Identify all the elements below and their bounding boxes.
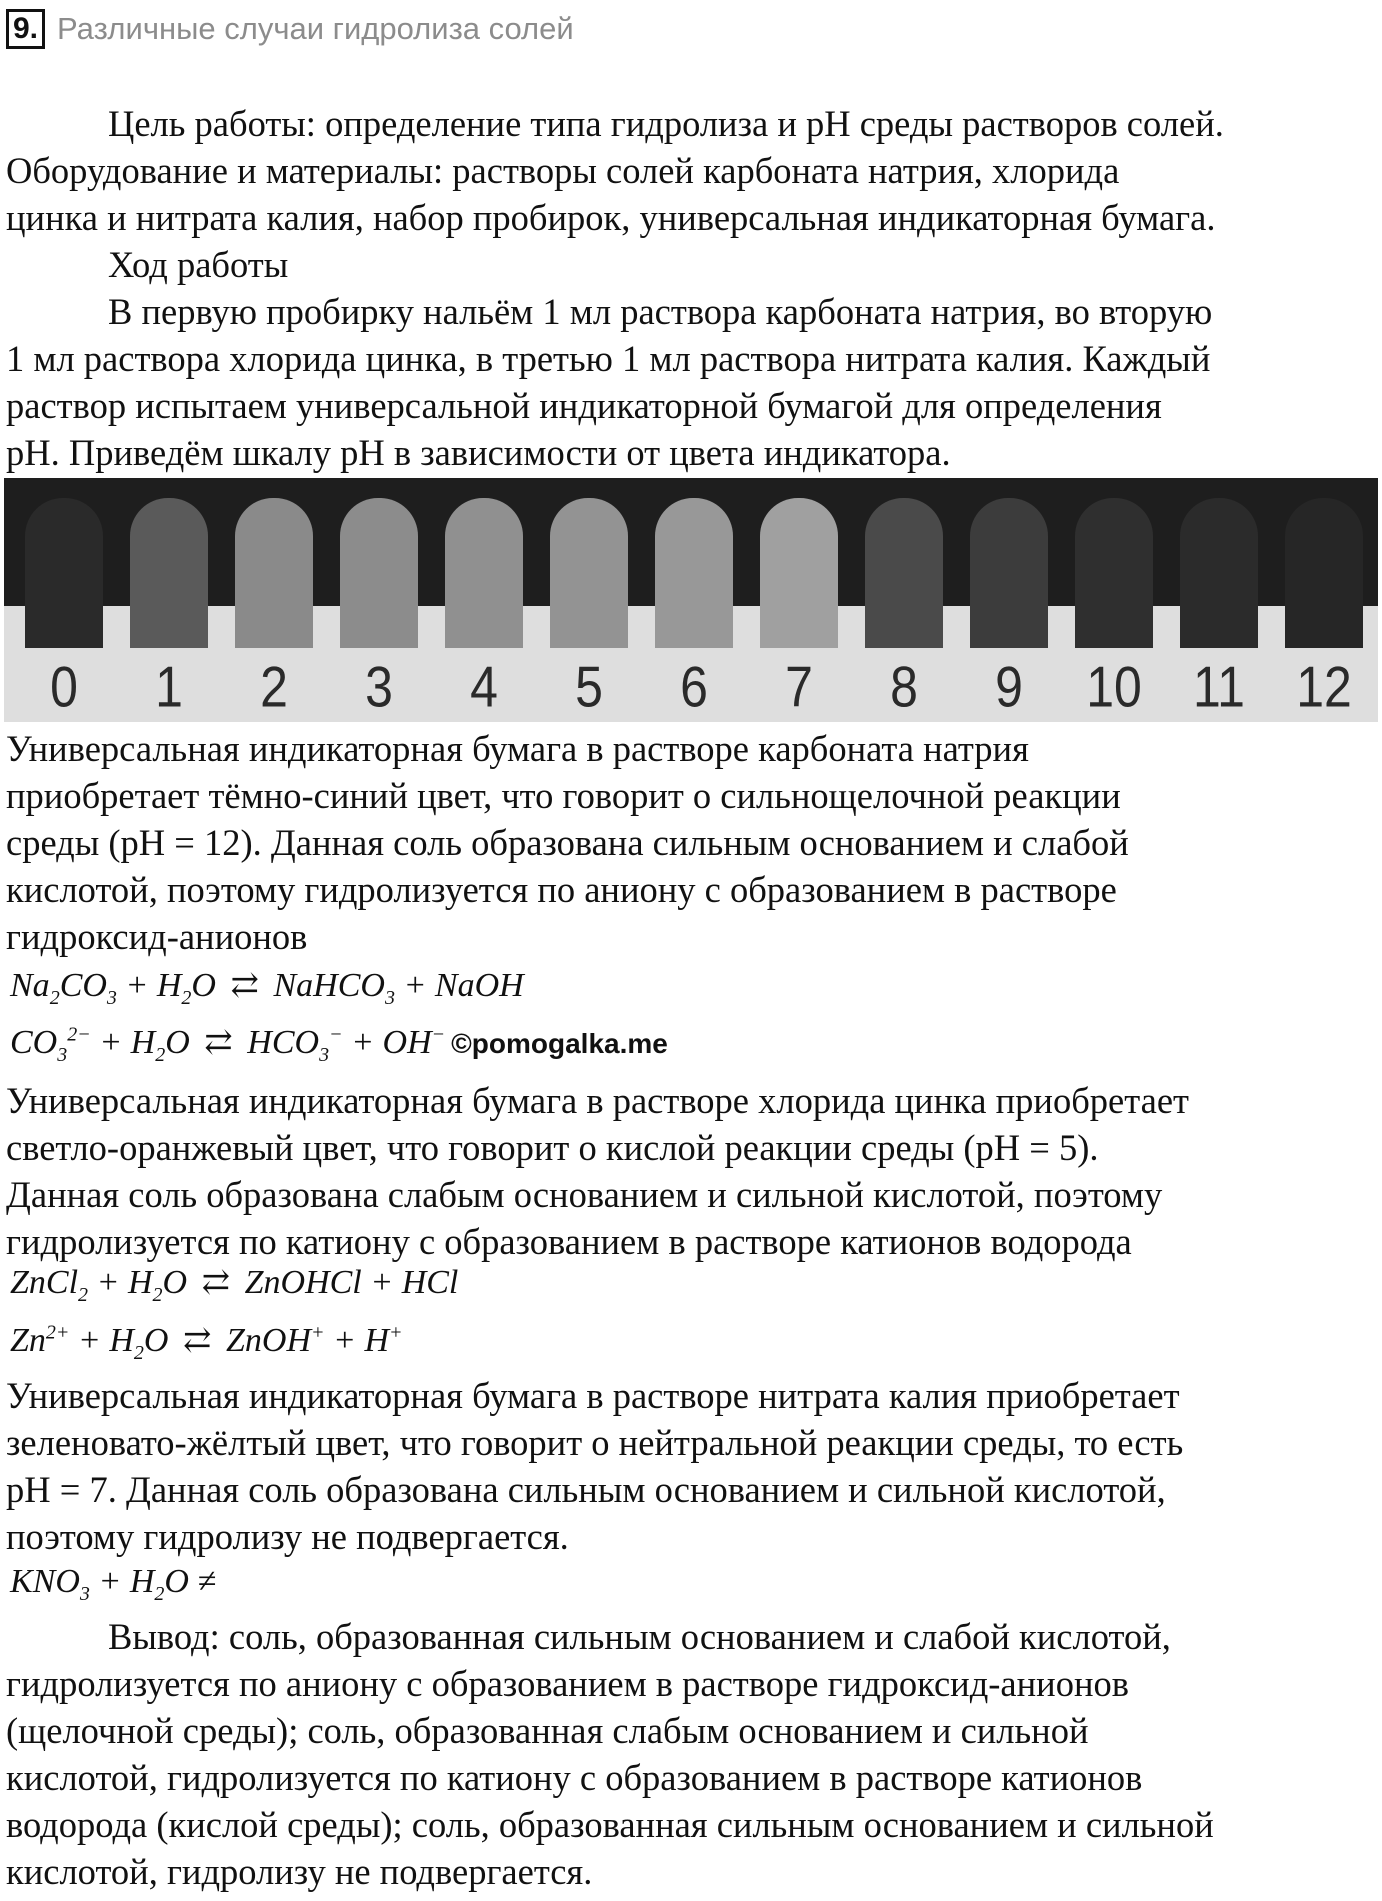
ph-label-3: 3 [365, 654, 393, 720]
equation-kno3: $KNO_3 + H_2O$ ≠ [10, 1563, 217, 1605]
ph-strip-11 [1180, 498, 1258, 648]
ph-label-10: 10 [1086, 654, 1142, 720]
text-line: гидроксид-анионов [6, 916, 308, 957]
text-line: (щелочной среды); соль, образованная слабым основанием и сильной [6, 1710, 1089, 1751]
text-line: кислотой, гидролизу не подвергается. [6, 1851, 593, 1892]
ph-label-12: 12 [1296, 654, 1352, 720]
text-line: Цель работы: определение типа гидролиза и pH среды растворов солей. [108, 103, 1224, 144]
text-line: поэтому гидролизу не подвергается. [6, 1516, 569, 1557]
ph-strip-4 [445, 498, 523, 648]
watermark: ©pomogalka.me [451, 1028, 668, 1059]
equilibrium-arrow-icon: ⇄ [201, 1264, 231, 1301]
ph-strip-6 [655, 498, 733, 648]
text-line: гидролизуется по катиону с образованием в растворе катионов водорода [6, 1221, 1132, 1262]
paragraph-potassium-nitrate [6, 1372, 1378, 1560]
text-line: Универсальная индикаторная бумага в растворе хлорида цинка приобретает [6, 1080, 1189, 1121]
text-line: водорода (кислой среды); соль, образованная сильным основанием и сильной [6, 1804, 1214, 1845]
equilibrium-arrow-icon: ⇄ [204, 1024, 233, 1061]
equation-co3-ionic: $CO_3^{2-} + H_2O$ ⇄ $HCO_3^- + OH^-$ ©pomogalka.me [10, 1023, 668, 1066]
text-line: 1 мл раствора хлорида цинка, в третью 1 мл раствора нитрата калия. Каждый [6, 338, 1211, 379]
ph-strip-5 [550, 498, 628, 648]
ph-label-0: 0 [50, 654, 78, 720]
ph-strip-8 [865, 498, 943, 648]
section-number: 9. [6, 9, 45, 49]
ph-strip-9 [970, 498, 1048, 648]
text-line: В первую пробирку нальём 1 мл раствора карбоната натрия, во вторую [108, 291, 1213, 332]
text-line: pH = 7. Данная соль образована сильным основанием и сильной кислотой, [6, 1469, 1166, 1510]
ph-strip-1 [130, 498, 208, 648]
text-line: среды (pH = 12). Данная соль образована сильным основанием и слабой [6, 822, 1129, 863]
text-line: гидролизуется по аниону с образованием в растворе гидроксид-анионов [6, 1663, 1129, 1704]
ph-strip-7 [760, 498, 838, 648]
text-line: цинка и нитрата калия, набор пробирок, универсальная индикаторная бумага. [6, 197, 1216, 238]
ph-label-1: 1 [155, 654, 183, 720]
ph-strip-0 [25, 498, 103, 648]
paragraph-sodium-carbonate [6, 725, 1378, 960]
text-line: раствор испытаем универсальной индикаторной бумагой для определения [6, 385, 1162, 426]
ph-label-9: 9 [995, 654, 1023, 720]
equation-zn-ionic: $Zn^{2+} + H_2O$ ⇄ ZnOH+ + H+ [10, 1321, 403, 1364]
text-line: Универсальная индикаторная бумага в растворе карбоната натрия [6, 728, 1029, 769]
text-line: Универсальная индикаторная бумага в растворе нитрата калия приобретает [6, 1375, 1180, 1416]
text-line: Ход работы [108, 244, 289, 285]
ph-strip-12 [1285, 498, 1363, 648]
text-line: зеленовато-жёлтый цвет, что говорит о нейтральной реакции среды, то есть [6, 1422, 1184, 1463]
text-line: Данная соль образована слабым основанием и сильной кислотой, поэтому [6, 1174, 1163, 1215]
ph-label-5: 5 [575, 654, 603, 720]
ph-label-7: 7 [785, 654, 813, 720]
ph-label-6: 6 [680, 654, 708, 720]
paragraph-zinc-chloride [6, 1077, 1378, 1265]
text-line: Оборудование и материалы: растворы солей карбоната натрия, хлорида [6, 150, 1120, 191]
ph-label-2: 2 [260, 654, 288, 720]
ph-scale-image [4, 478, 1378, 722]
equilibrium-arrow-icon: ⇄ [230, 967, 259, 1004]
ph-strip-3 [340, 498, 418, 648]
text-line: pH. Приведём шкалу pH в зависимости от цвета индикатора. [6, 432, 951, 473]
equation-na2co3-molecular: $Na_2CO_3 + H_2O$ ⇄ NaHCO$_3$ + NaOH [10, 967, 524, 1009]
ph-strip-2 [235, 498, 313, 648]
ph-strip-10 [1075, 498, 1153, 648]
text-line: светло-оранжевый цвет, что говорит о кислой реакции среды (pH = 5). [6, 1127, 1099, 1168]
text-line: кислотой, гидролизуется по катиону с образованием в растворе катионов [6, 1757, 1143, 1798]
conclusion-text [6, 1613, 1378, 1895]
section-header [6, 8, 574, 50]
ph-label-11: 11 [1193, 654, 1245, 720]
intro-text [6, 100, 1378, 476]
section-title: Различные случаи гидролиза солей [57, 11, 574, 46]
text-line: Вывод: соль, образованная сильным основанием и слабой кислотой, [108, 1616, 1171, 1657]
equilibrium-arrow-icon: ⇄ [182, 1322, 212, 1359]
ph-label-4: 4 [470, 654, 498, 720]
equation-zncl2-molecular: ZnCl$_2$ + $H_2O$ ⇄ ZnOHCl + HCl [10, 1264, 459, 1306]
text-line: кислотой, поэтому гидролизуется по аниону с образованием в растворе [6, 869, 1117, 910]
text-line: приобретает тёмно-синий цвет, что говорит о сильнощелочной реакции [6, 775, 1121, 816]
ph-label-8: 8 [890, 654, 918, 720]
